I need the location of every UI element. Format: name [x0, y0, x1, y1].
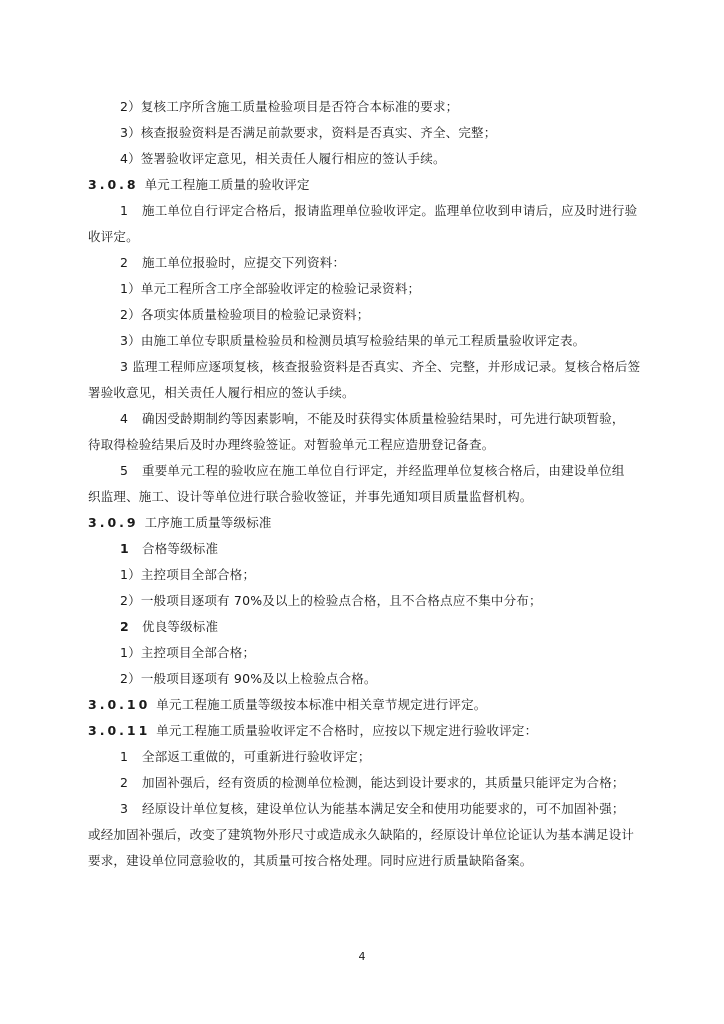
- list-item: 3）核查报验资料是否满足前款要求，资料是否真实、齐全、完整；: [120, 125, 497, 140]
- list-item: 1）主控项目全部合格；: [120, 645, 256, 660]
- section-heading: [88, 172, 648, 198]
- item-number: 2: [120, 255, 129, 270]
- paragraph-line: [88, 198, 648, 224]
- paragraph-text: 经原设计单位复核，建设单位认为能基本满足安全和使用功能要求的，可不加固补强；: [142, 801, 625, 816]
- paragraph-line: [88, 744, 648, 770]
- section-title: 单元工程施工质量验收评定不合格时，应按以下规定进行验收评定：: [156, 723, 538, 738]
- paragraph-continuation: 织监理、施工、设计等单位进行联合验收签证，并事先通知项目质量监督机构。: [88, 489, 533, 504]
- section-title: 单元工程施工质量的验收评定: [144, 177, 310, 192]
- list-item: 3）由施工单位专职质量检验员和检测员填写检验结果的单元工程质量验收评定表。: [120, 333, 586, 348]
- list-item: 1）单元工程所含工序全部验收评定的检验记录资料；: [120, 281, 421, 296]
- section-heading: [88, 718, 648, 744]
- paragraph-text: 施工单位报验时，应提交下列资料：: [142, 255, 346, 270]
- item-number: 3: [120, 801, 129, 816]
- list-item: 2）一般项目逐项有 70%及以上的检验点合格，且不合格点应不集中分布；: [120, 593, 542, 608]
- paragraph-continuation: 或经加固补强后，改变了建筑物外形尺寸或造成永久缺陷的，经原设计单位论证认为基本满足设计: [88, 827, 635, 842]
- paragraph-continuation: 待取得检验结果后及时办理终验签证。对暂验单元工程应造册登记备查。: [88, 437, 495, 452]
- list-item: 1）主控项目全部合格；: [120, 567, 256, 582]
- list-item: 2）一般项目逐项有 90%及以上检验点合格。: [120, 671, 377, 686]
- paragraph-continuation: 署验收意见，相关责任人履行相应的签认手续。: [88, 385, 355, 400]
- list-item: 3 监理工程师应逐项复核，核查报验资料是否真实、齐全、完整，并形成记录。复核合格后签: [120, 359, 641, 374]
- paragraph-text: 合格等级标准: [142, 541, 219, 556]
- list-item: 2）各项实体质量检验项目的检验记录资料；: [120, 307, 370, 322]
- section-number: 3.0.11: [88, 723, 151, 738]
- section-number: 3.0.9: [88, 515, 139, 530]
- paragraph-line: [88, 250, 648, 276]
- section-title: 单元工程施工质量等级按本标准中相关章节规定进行评定。: [156, 697, 487, 712]
- item-number: 1: [120, 749, 129, 764]
- item-number: 5: [120, 463, 129, 478]
- paragraph-line: [88, 770, 648, 796]
- paragraph-line: [88, 406, 648, 432]
- section-number: 3.0.10: [88, 697, 151, 712]
- paragraph-text: 确因受龄期制约等因素影响，不能及时获得实体质量检验结果时，可先进行缺项暂验，: [142, 411, 625, 426]
- section-title: 工序施工质量等级标准: [144, 515, 272, 530]
- section-heading: [88, 510, 648, 536]
- item-number: 4: [120, 411, 129, 426]
- item-number: 1: [120, 203, 129, 218]
- paragraph-continuation: 收评定。: [88, 229, 139, 244]
- list-item: 4）签署验收评定意见，相关责任人履行相应的签认手续。: [120, 151, 446, 166]
- item-number: 1: [120, 541, 129, 556]
- paragraph-text: 全部返工重做的，可重新进行验收评定；: [142, 749, 371, 764]
- grade-heading: [88, 536, 648, 562]
- page-number: 4: [358, 950, 366, 963]
- document-body: [88, 94, 648, 874]
- paragraph-line: [88, 796, 648, 822]
- item-number: 2: [120, 619, 129, 634]
- paragraph-text: 加固补强后，经有资质的检测单位检测，能达到设计要求的，其质量只能评定为合格；: [142, 775, 625, 790]
- paragraph-text: 重要单元工程的验收应在施工单位自行评定，并经监理单位复核合格后，由建设单位组: [142, 463, 625, 478]
- paragraph-continuation: 要求，建设单位同意验收的，其质量可按合格处理。同时应进行质量缺陷备案。: [88, 853, 533, 868]
- paragraph-text: 施工单位自行评定合格后，报请监理单位验收评定。监理单位收到申请后，应及时进行验: [142, 203, 638, 218]
- list-item: 2）复核工序所含施工质量检验项目是否符合本标准的要求；: [120, 99, 459, 114]
- item-number: 2: [120, 775, 129, 790]
- paragraph-text: 优良等级标准: [142, 619, 219, 634]
- section-number: 3.0.8: [88, 177, 139, 192]
- paragraph-line: [88, 458, 648, 484]
- section-heading: [88, 692, 648, 718]
- grade-heading: [88, 614, 648, 640]
